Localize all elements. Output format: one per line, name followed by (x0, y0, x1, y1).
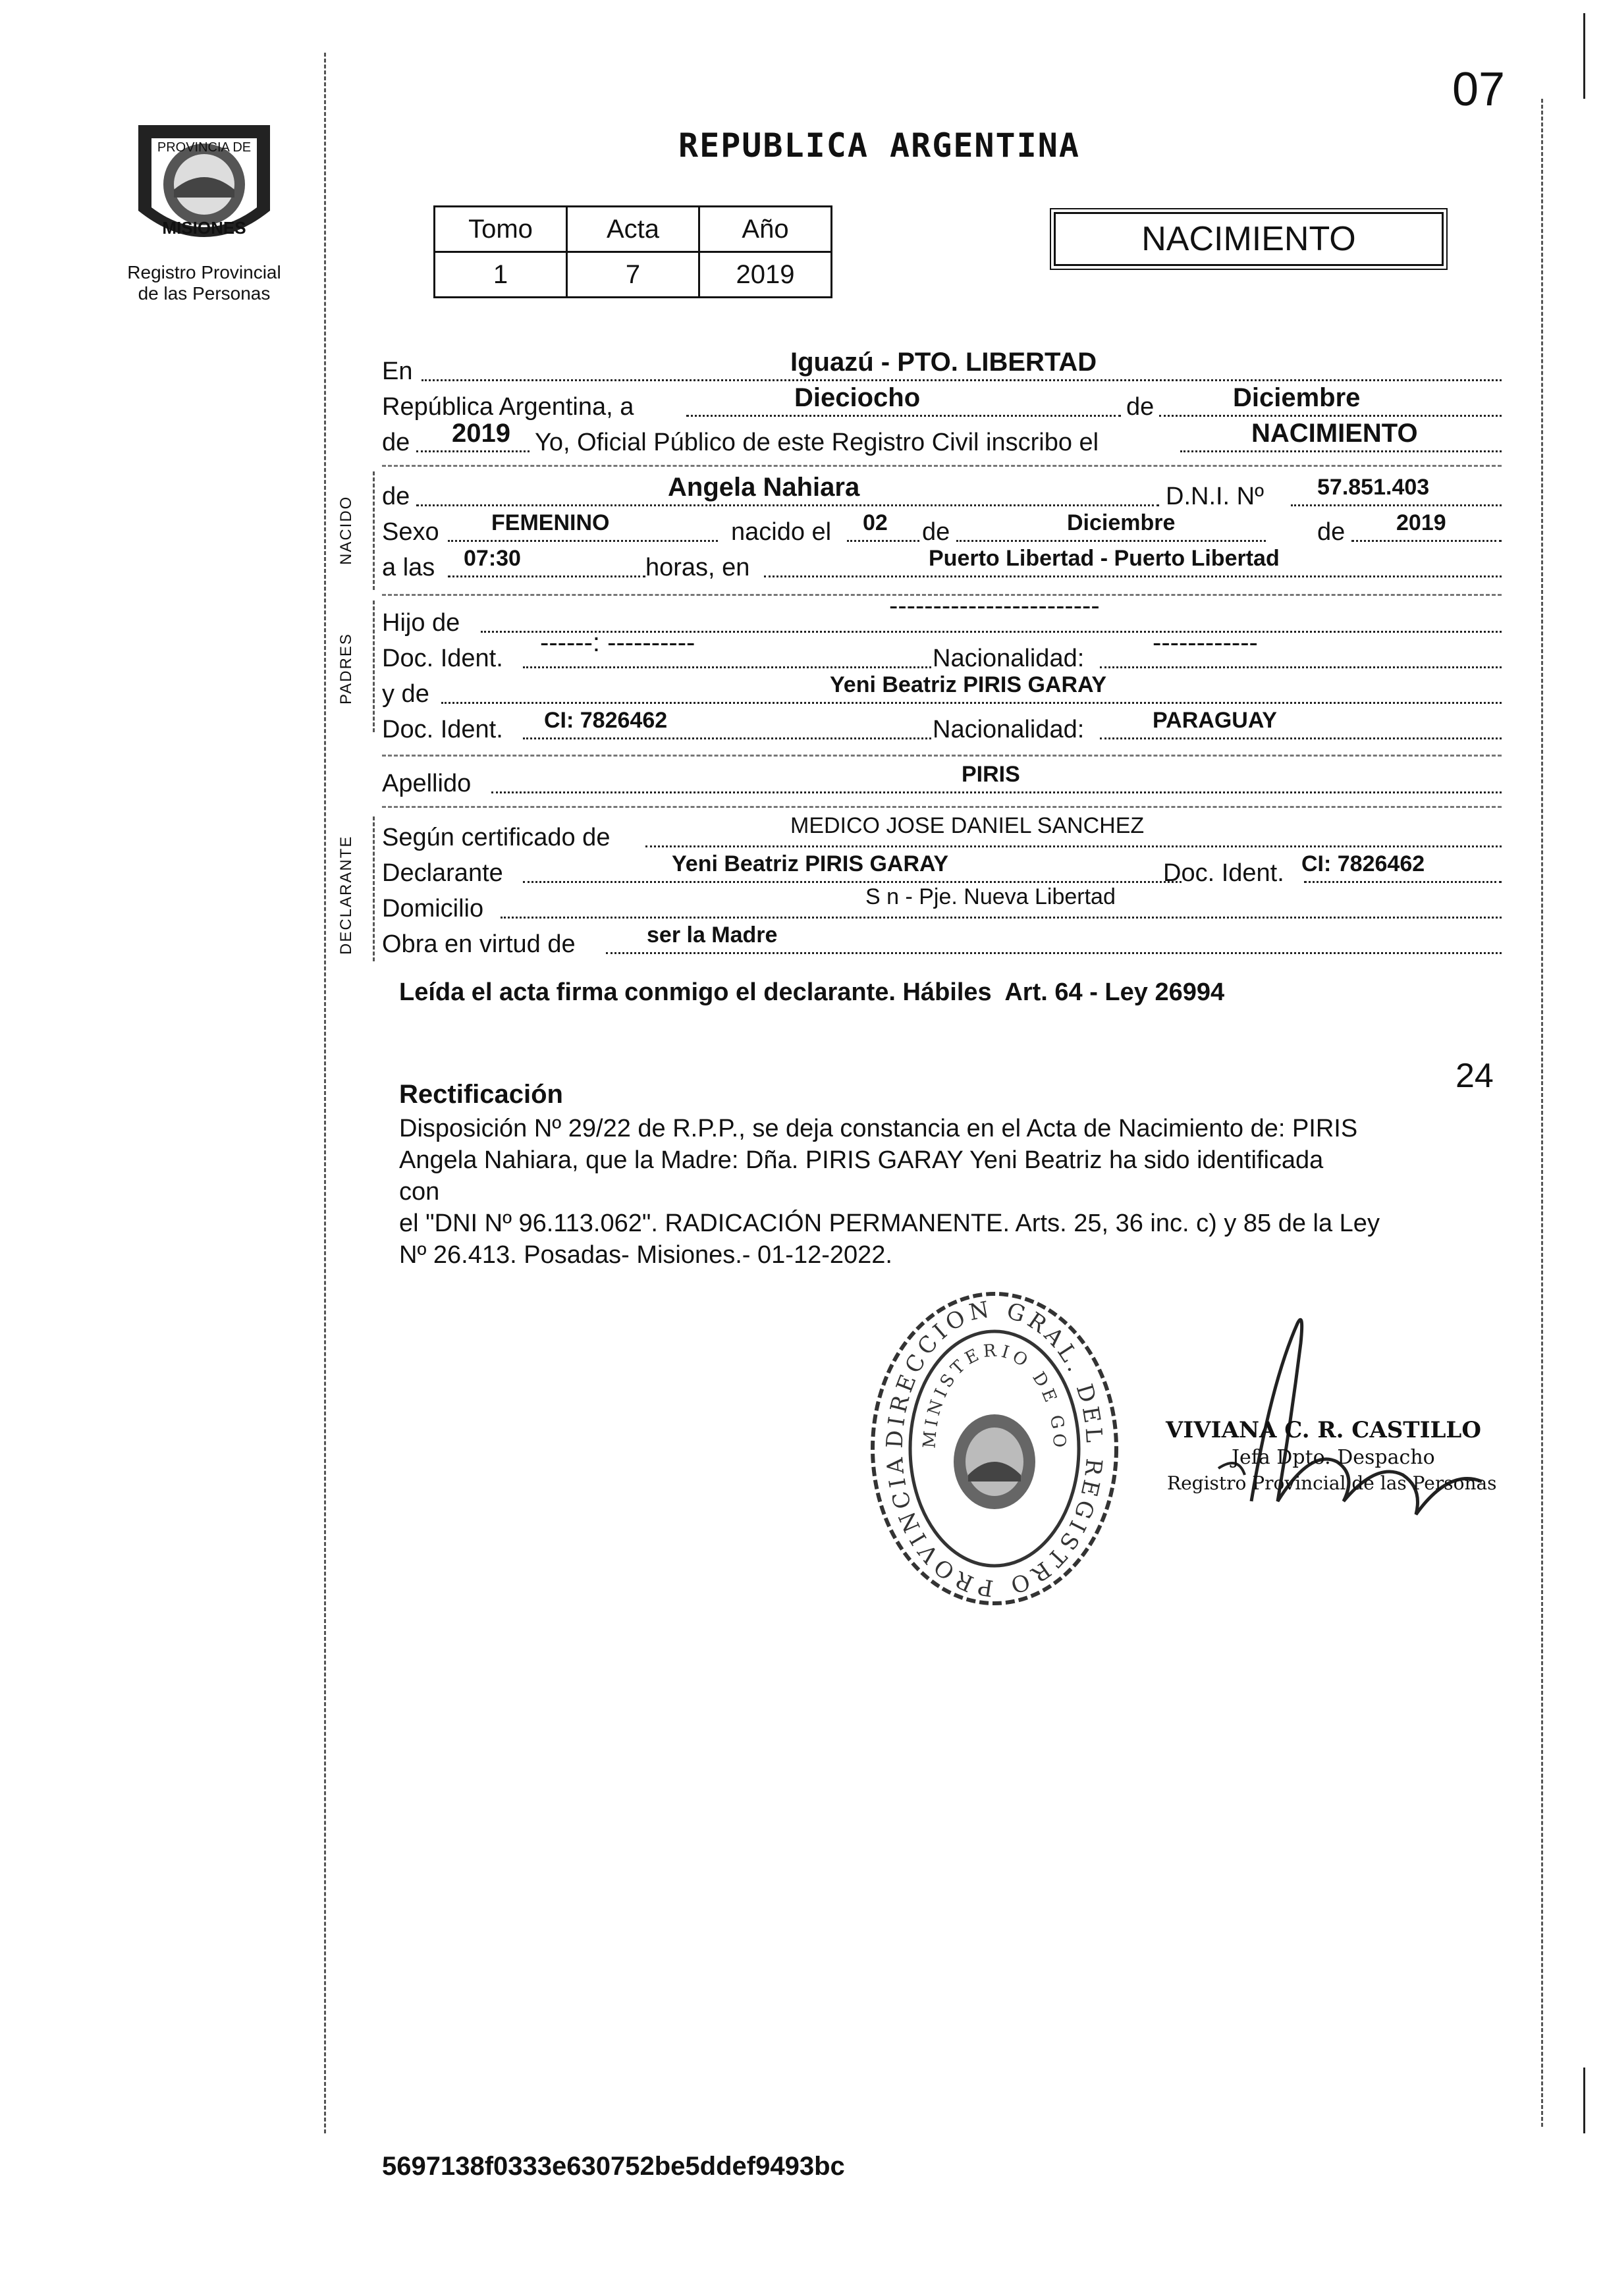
value-dni: 57.851.403 (1317, 475, 1430, 500)
value-certificado: MEDICO JOSE DANIEL SANCHEZ (790, 813, 1145, 838)
label-sexo: Sexo (382, 518, 439, 546)
nacido-bracket (373, 471, 375, 590)
label-nac-father: Nacionalidad: (933, 645, 1085, 672)
logo-text-top: PROVINCIA DE (157, 140, 252, 155)
row-year (382, 419, 1502, 458)
label-declarante: Declarante (382, 859, 503, 887)
separator-4 (382, 806, 1502, 808)
label-dni: D.N.I. Nº (1166, 483, 1264, 510)
value-birth-day: 02 (863, 510, 888, 535)
official-stamp (863, 1284, 1126, 1613)
table-value-acta: 7 (567, 252, 699, 298)
label-de-birth: de (922, 518, 950, 546)
margin-number: 24 (1455, 1057, 1494, 1095)
separator-1 (382, 465, 1502, 467)
row-apellido (382, 762, 1502, 799)
padres-bracket (373, 601, 375, 732)
table-value-tomo: 1 (435, 252, 567, 298)
province-logo (119, 112, 290, 263)
label-domicilio: Domicilio (382, 895, 484, 922)
label-de: de (1126, 393, 1155, 421)
separator-3 (382, 755, 1502, 757)
label-nac-mother: Nacionalidad: (933, 716, 1085, 743)
rectificacion-body (399, 1113, 1519, 1271)
table-header-tomo: Tomo (435, 207, 567, 252)
label-obra: Obra en virtud de (382, 930, 576, 958)
table-header-acta: Acta (567, 207, 699, 252)
label-doc-declarante: Doc. Ident. (1163, 859, 1284, 887)
label-y-de: y de (382, 680, 429, 708)
value-apellido: PIRIS (962, 762, 1020, 787)
table-value-ano: 2019 (699, 252, 832, 298)
right-edge-rule (1583, 13, 1585, 99)
row-obra (382, 922, 1502, 960)
rectificacion-line-1: Disposición Nº 29/22 de R.P.P., se deja constancia en el Acta de Nacimiento de: PIRIS (399, 1115, 1358, 1142)
closing-statement: Leída el acta firma conmigo el declarante. Hábiles Art. 64 - Ley 26994 (399, 978, 1225, 1006)
value-month: Diciembre (1233, 383, 1361, 412)
label-a-las: a las (382, 554, 435, 581)
page-title: REPUBLICA ARGENTINA (678, 126, 1080, 165)
side-label-padres: PADRES (337, 633, 355, 705)
right-edge-rule-bottom (1583, 2068, 1585, 2133)
value-mother-nat: PARAGUAY (1153, 708, 1277, 733)
value-father: ------------------------ (889, 591, 1100, 620)
document-hash: 5697138f0333e630752be5ddef9493bc (382, 2152, 845, 2181)
value-time: 07:30 (464, 546, 521, 571)
value-sexo: FEMENINO (491, 510, 610, 535)
record-table (433, 205, 832, 298)
declarante-bracket (373, 816, 375, 961)
value-name: Angela Nahiara (668, 473, 860, 502)
label-de-nacido: de (382, 483, 410, 510)
record-type: NACIMIENTO (1141, 220, 1356, 258)
label-nacido-el: nacido el (731, 518, 832, 546)
value-declarante: Yeni Beatriz PIRIS GARAY (672, 851, 949, 876)
value-day: Dieciocho (794, 383, 921, 412)
value-mother-doc: CI: 7826462 (544, 708, 668, 733)
signatory-role: Jefa Dpto. Despacho (1232, 1446, 1435, 1469)
side-label-nacido: NACIDO (337, 495, 355, 565)
side-label-declarante: DECLARANTE (337, 835, 355, 955)
value-mother: Yeni Beatriz PIRIS GARAY (830, 672, 1107, 697)
value-year: 2019 (452, 419, 510, 448)
rectificacion-line-5: Nº 26.413. Posadas- Misiones.- 01-12-2022. (399, 1241, 892, 1269)
value-father-nat: ------------ (1153, 628, 1258, 657)
signatory-office: Registro Provincial de las Personas (1167, 1472, 1497, 1494)
value-domicilio: S n - Pje. Nueva Libertad (865, 884, 1116, 909)
value-doc-declarante: CI: 7826462 (1301, 851, 1425, 876)
rectificacion-line-3: con (399, 1178, 440, 1206)
stamp-inner-text: MINISTERIO DE GO (919, 1341, 1070, 1452)
right-margin-line (1541, 99, 1543, 2127)
value-birth-month: Diciembre (1067, 510, 1176, 535)
record-type-box (1054, 212, 1444, 266)
logo-text-bottom: MISIONES (162, 218, 246, 238)
registry-name-line1: Registro Provincial (127, 262, 281, 282)
label-hijo-de: Hijo de (382, 609, 460, 637)
label-horas-en: horas, en (645, 554, 750, 581)
label-en: En (382, 358, 413, 385)
rectificacion-line-4: el "DNI Nº 96.113.062". RADICACIÓN PERMANENTE. Arts. 25, 36 inc. c) y 85 de la Ley (399, 1210, 1380, 1237)
label-de-birth2: de (1317, 518, 1346, 546)
registry-name-line2: de las Personas (138, 283, 271, 304)
page-number: 07 (1452, 63, 1506, 116)
left-margin-line (324, 53, 326, 2133)
value-father-doc: ------: ---------- (540, 628, 695, 657)
row-mother-doc (382, 708, 1502, 745)
value-birth-place: Puerto Libertad - Puerto Libertad (929, 546, 1280, 571)
label-certificado: Según certificado de (382, 824, 611, 851)
value-birth-year: 2019 (1396, 510, 1446, 535)
value-place: Iguazú - PTO. LIBERTAD (790, 348, 1097, 377)
rectificacion-title: Rectificación (399, 1080, 563, 1109)
stamp-outer-text: DIRECCION GRAL. DEL REGISTRO PROVINCIA (881, 1295, 1108, 1601)
value-act: NACIMIENTO (1251, 419, 1418, 448)
label-republica: República Argentina, a (382, 393, 634, 421)
signatory-name: VIVIANA C. R. CASTILLO (1166, 1417, 1481, 1443)
row-domicilio (382, 884, 1502, 924)
rectificacion-line-2: Angela Nahiara, que la Madre: Dña. PIRIS GARAY Yeni Beatriz ha sido identificada (399, 1146, 1324, 1174)
label-de2: de (382, 429, 410, 456)
label-apellido: Apellido (382, 770, 472, 797)
label-doc-father: Doc. Ident. (382, 645, 503, 672)
label-statement: Yo, Oficial Público de este Registro Civil inscribo el (535, 429, 1099, 456)
table-header-ano: Año (699, 207, 832, 252)
row-hora (382, 546, 1502, 583)
value-obra: ser la Madre (647, 922, 778, 948)
label-doc-mother: Doc. Ident. (382, 716, 503, 743)
